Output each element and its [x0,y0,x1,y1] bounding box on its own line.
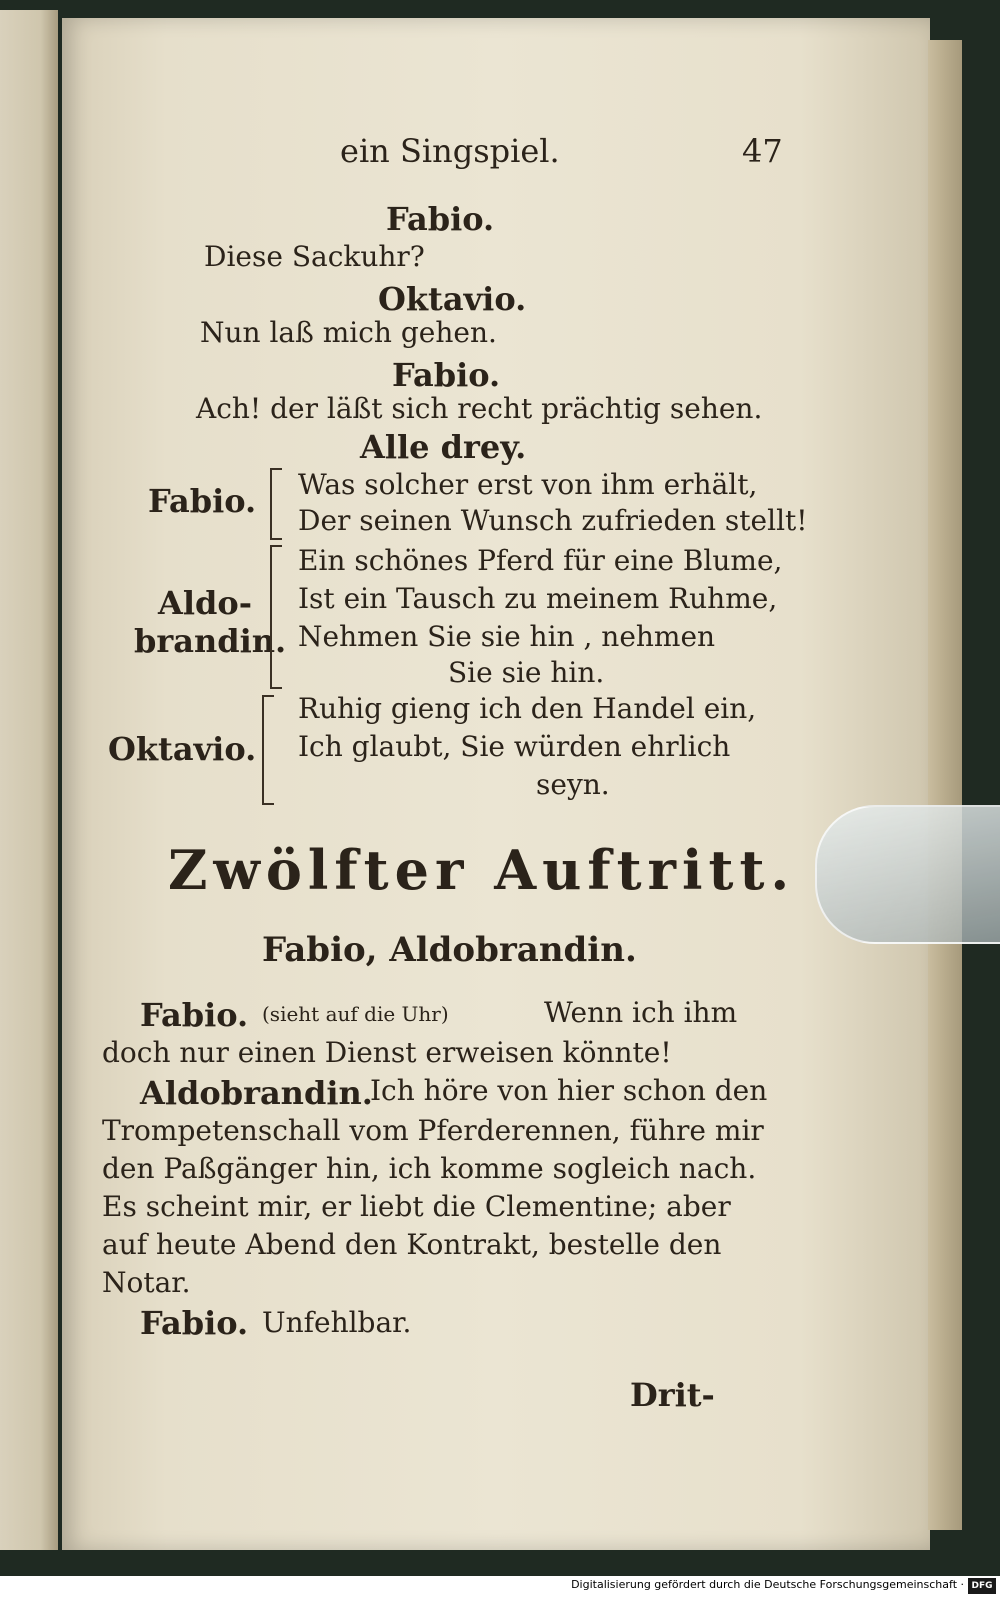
prose-line: auf heute Abend den Kontrakt, bestelle den [102,1228,722,1261]
ensemble-line: Der seinen Wunsch zufrieden stellt! [298,504,808,537]
prose-line: Ich höre von hier schon den [370,1074,768,1107]
dialogue-line: Ach! der läßt sich recht prächtig sehen. [196,392,763,425]
dfg-logo: DFG [968,1578,996,1594]
stage-direction: (sieht auf die Uhr) [262,1002,449,1026]
footer-bar [0,1576,1000,1598]
prose-line: Wenn ich ihm [544,996,738,1029]
brace [262,695,274,805]
ensemble-label-aldobrandin: Aldo- [158,584,252,622]
dialogue-line: Nun laß mich gehen. [200,316,497,349]
prose-line: doch nur einen Dienst erweisen könnte! [102,1036,672,1069]
dialogue-line: Diese Sackuhr? [204,240,425,273]
ensemble-line: Ich glaubt, Sie würden ehrlich [298,730,731,763]
ensemble-line: Ist ein Tausch zu meinem Ruhme, [298,582,778,615]
prose-speaker-fabio: Fabio. [140,996,249,1034]
prose-line: Unfehlbar. [262,1306,412,1339]
prose-speaker-aldobrandin: Aldobrandin. [140,1074,373,1112]
scene-title: Zwölfter Auftritt. [168,838,796,902]
speaker-fabio: Fabio. [386,200,495,238]
scene-persons: Fabio, Aldobrandin. [262,930,637,970]
catchword: Drit- [630,1376,715,1414]
ensemble-line: Nehmen Sie sie hin , nehmen [298,620,716,653]
ensemble-line: Sie sie hin. [448,656,605,689]
speaker-fabio: Fabio. [392,356,501,394]
ensemble-line: seyn. [536,768,610,801]
prose-line: Notar. [102,1266,191,1299]
page-clip [815,805,1000,944]
prose-line: Es scheint mir, er liebt die Clementine; aber [102,1190,731,1223]
footer-credit: Digitalisierung gefördert durch die Deutsche Forschungsgemeinschaft · [571,1578,964,1591]
speaker-all: Alle drey. [360,428,527,466]
ensemble-label-oktavio: Oktavio. [108,730,257,768]
brace [270,468,282,540]
ensemble-line: Ruhig gieng ich den Handel ein, [298,692,757,725]
ensemble-line: Was solcher erst von ihm erhält, [298,468,758,501]
brace [270,545,282,689]
page-number: 47 [742,132,783,170]
ensemble-label-fabio: Fabio. [148,482,257,520]
page-stack-edge [928,40,962,1530]
prose-speaker-fabio: Fabio. [140,1304,249,1342]
prose-line: den Paßgänger hin, ich komme sogleich nach. [102,1152,757,1185]
left-page-edge [0,10,58,1550]
prose-line: Trompetenschall vom Pferderennen, führe mir [102,1114,764,1147]
speaker-oktavio: Oktavio. [378,280,527,318]
ensemble-label-aldobrandin: brandin. [134,622,287,660]
ensemble-line: Ein schönes Pferd für eine Blume, [298,544,783,577]
running-title: ein Singspiel. [340,132,560,170]
